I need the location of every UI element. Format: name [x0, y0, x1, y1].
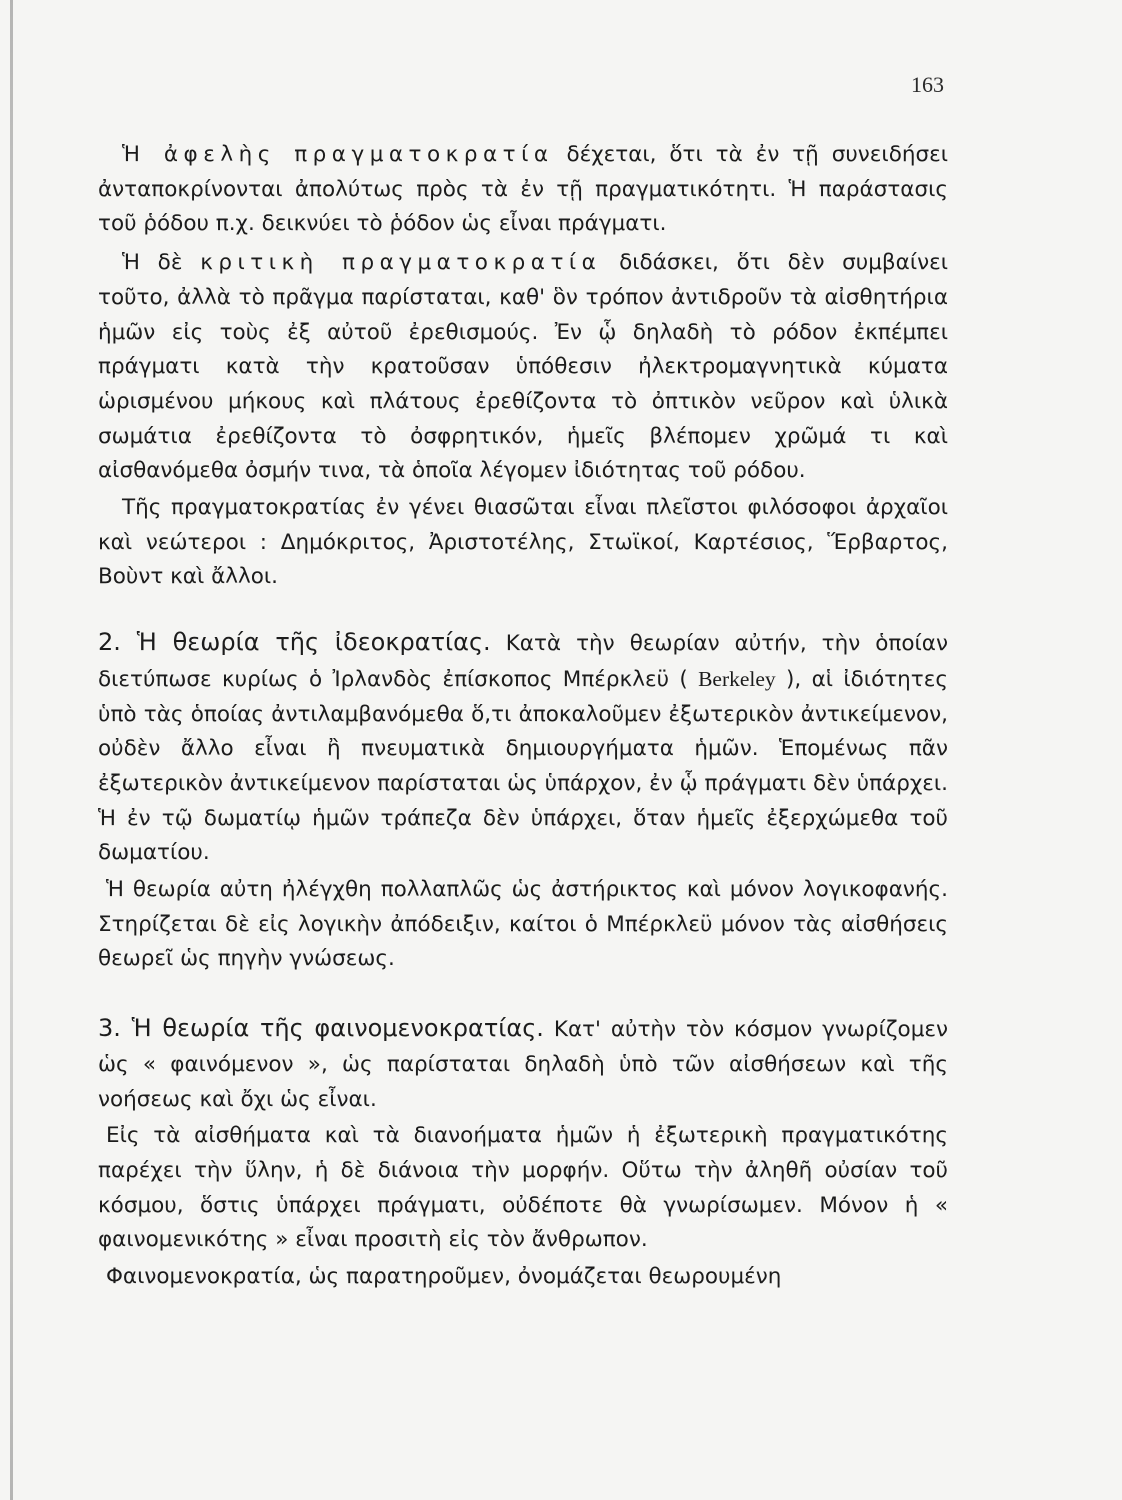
term-critical-realism: κριτικὴ πραγματοκρατία [200, 250, 602, 276]
paragraph-critical-realism [98, 246, 948, 489]
section-heading-phenomenalism: 3. Ἡ θεωρία τῆς φαινομενοκρατίας. [98, 1014, 544, 1043]
latin-name-berkeley: Berkeley [698, 666, 776, 691]
term-naive-realism: Ἡ ἀφελὴς πραγματοκρατία [122, 142, 554, 167]
paragraph-naive-realism [98, 138, 948, 242]
section-heading-idealism: 2. Ἡ θεωρία τῆς ἰδεοκρατίας. [98, 628, 491, 657]
paragraph-lead: Ἡ δὲ [122, 250, 201, 276]
paragraph-text: Κατὰ τὴν θεωρίαν αὐτήν, τὴν ὁποίαν διετύπωσε κυρίως ὁ Ἰρλανδὸς ἐπίσκοπος Μπέρκλεϋ ( [98, 631, 948, 692]
paragraph-phenomenalism-last-line: Φαινομενοκρατία, ὡς παρατηροῦμεν, ὀνομάζεται θεωρουμένη [106, 1264, 782, 1290]
paragraph-text: δέχεται, ὅτι τὰ ἐν τῇ συνειδήσει ἀνταποκρίνονται ἀπολύτως πρὸς τὰ ἐν τῇ πραγματικότητι. Ἡ παράστασις τοῦ ῥόδου π.χ. δεικνύει τὸ ῥόδον ὡς εἶναι πράγματι. [98, 142, 948, 237]
paragraph-text: Κατ' αὐτὴν τὸν κόσμον γνωρίζομεν ὡς « φαινόμενον », ὡς παρίσταται δηλαδὴ ὑπὸ τῶν αἰσθήσεων καὶ τῆς νοήσεως καὶ ὄχι ὡς εἶναι. [98, 1017, 949, 1112]
page-binding-edge [10, 0, 13, 1500]
paragraph-phenomenalism-detail: Εἰς τὰ αἰσθήματα καὶ τὰ διανοήματα ἡμῶν ἡ ἐξωτερικὴ πραγματικότης παρέχει τὴν ὕλην, ἡ δὲ διάνοια τὴν μορφήν. Οὕτω τὴν ἀληθῆ οὐσίαν τοῦ κόσμου, ὅστις ὑπάρχει πράγματι, οὐδέποτε θὰ γνωρίσωμεν. Μόνον ἡ « φαινομενικότης » εἶναι προσιτὴ εἰς τὸν ἄνθρωπον. [98, 1123, 948, 1253]
page-body [98, 138, 948, 1295]
paragraph-idealism-critique: Ἡ θεωρία αὐτη ἠλέγχθη πολλαπλῶς ὡς ἀστήρικτος καὶ μόνον λογικοφανής. Στηρίζεται δὲ εἰς λογικὴν ἀπόδειξιν, καίτοι ὁ Μπέρκλεϋ μόνον τὰς αἰσθήσεις θεωρεῖ ὡς πηγὴν γνώσεως. [98, 877, 948, 972]
paragraph-realism-proponents: Τῆς πραγματοκρατίας ἐν γένει θιασῶται εἶναι πλεῖστοι φιλόσοφοι ἀρχαῖοι καὶ νεώτεροι : Δημόκριτος, Ἀριστοτέλης, Στωϊκοί, Καρτέσιος, Ἕρβαρτος, Βοὺντ καὶ ἄλλοι. [98, 495, 948, 590]
page-number: 163 [911, 72, 944, 97]
paragraph-text: ), αἱ ἰδιότητες ὑπὸ τὰς ὁποίας ἀντιλαμβανόμεθα ὅ,τι ἀποκαλοῦμεν ἐξωτερικὸν ἀντικείμενον, οὐδὲν ἄλλο εἶναι ἢ πνευματικὰ δημιουργήματα ἡμῶν. Ἑπομένως πᾶν ἐξωτερικὸν ἀντικείμενον παρίσταται ὡς ὑπάρχον, ἐν ᾧ πράγματι δὲν ὑπάρχει. Ἡ ἐν τῷ δωματίῳ ἡμῶν τράπεζα δὲν ὑπάρχει, ὅταν ἡμεῖς ἐξερχώμεθα τοῦ δωματίου. [98, 666, 948, 866]
paragraph-text: διδάσκει, ὅτι δὲν συμβαίνει τοῦτο, ἀλλὰ τὸ πρᾶγμα παρίσταται, καθ' ὃν τρόπον ἀντιδροῦν τὰ αἰσθητήρια ἡμῶν εἰς τοὺς ἐξ αὐτοῦ ἐρεθισμούς. Ἐν ᾧ δηλαδὴ τὸ ρόδον ἐκπέμπει πράγματι κατὰ τὴν κρατοῦσαν ὑπόθεσιν ἠλεκτρομαγνητικὰ κύματα ὡρισμένου μήκους καὶ πλάτους ἐρεθίζοντα τὸ ὀπτικὸν νεῦρον καὶ ὑλικὰ σωμάτια ἐρεθίζοντα τὸ ὀσφρητικόν, ἡμεῖς βλέπομεν χρῶμά τι καὶ αἰσθανόμεθα ὀσμήν τινα, τὰ ὁποῖα λέγομεν ἰδιότητας τοῦ ρόδου. [98, 250, 948, 484]
section-phenomenalism [98, 1011, 948, 1117]
section-idealism [98, 625, 948, 871]
